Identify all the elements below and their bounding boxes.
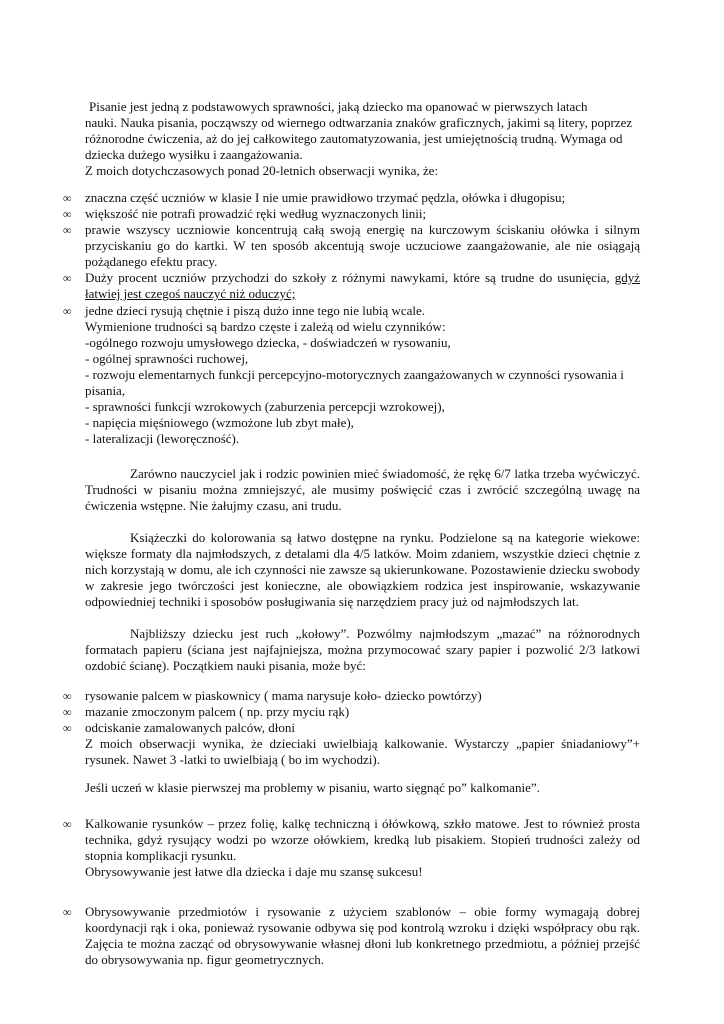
bullet-icon: ∞	[63, 223, 72, 237]
observation-4-text: Duży procent uczniów przychodzi do szkoły z różnymi nawykami, które są trudne do usunięcia,	[85, 270, 615, 285]
activity-2: mazanie zmoczonym palcem ( np. przy myciu rąk)	[85, 704, 350, 719]
bullet-icon: ∞	[63, 304, 72, 318]
bullet-icon: ∞	[63, 271, 72, 285]
activities-note: Z moich obserwacji wynika, że dzieciaki uwielbiają kalkowanie. Wystarczy „papier śniadaniowy”+ rysunek. Nawet 3 -latki to uwielbiają ( bo im wychodzi).	[85, 736, 640, 767]
activity-1: rysowanie palcem w piaskownicy ( mama narysuje koło- dziecko powtórzy)	[85, 688, 482, 703]
bullet-icon: ∞	[63, 207, 72, 221]
observation-5: jedne dzieci rysują chętnie i piszą dużo inne tego nie lubią wcale.	[85, 303, 426, 318]
bullet-icon: ∞	[63, 817, 72, 831]
intro-line-3: różnorodne ćwiczenia, aż do jej całkowitego zautomatyzowania, jest umiejętnością trudną. Wymaga od	[85, 131, 623, 146]
difficulty-6: - lateralizacji (leworęczność).	[85, 431, 240, 446]
outlining-text: Obrysowywanie przedmiotów i rysowanie z użyciem szablonów – obie formy wymagają dobrej koordynacji rąk i oka, ponieważ rysowanie odbywa się pod kontrolą wzroku i dzięki współpracy obu rąk. Zajęcia te można zacząć od obrysowywanie własnej dłoni lub konkretnego przedmiotu, a później przejść do obrysowywania np. figur geometrycznych.	[85, 904, 640, 967]
paragraph-books: Książeczki do kolorowania są łatwo dostępne na rynku. Podzielone są na kategorie wiekowe: większe formaty dla najmłodszych, z detalami dla 4/5 latków. Moim zdaniem, wszystkie dzieci chętnie z nich korzystają w domu, ale ich czynności nie zawsze są ukierunkowane. Pozostawienie dziecku swobody w zakresie jego twórczości jest konieczne, ale obowiązkiem rodzica jest inspirowanie, wskazywanie odpowiedniej techniki i sposobów posługiwania się narzędziem pracy już od najmłodszych lat.	[85, 530, 640, 609]
intro-line-1: Pisanie jest jedną z podstawowych sprawności, jaką dziecko ma opanować w pierwszych latach	[89, 99, 588, 114]
difficulties-intro: Wymienione trudności są bardzo częste i zależą od wielu czynników:	[85, 319, 446, 334]
bullet-icon: ∞	[63, 689, 72, 703]
intro-line-5: Z moich dotychczasowych ponad 20-letnich obserwacji wynika, że:	[85, 163, 439, 178]
intro-line-2: nauki. Nauka pisania, począwszy od wiernego odtwarzania znaków graficznych, jakimi są litery, poprzez	[85, 115, 633, 130]
difficulty-5: - napięcia mięśniowego (wzmożone lub zbyt małe),	[85, 415, 354, 430]
difficulty-3: - rozwoju elementarnych funkcji percepcyjno-motorycznych zaangażowanych w czynności rysowania i pisania,	[85, 367, 624, 398]
difficulty-1: -ogólnego rozwoju umysłowego dziecka, - doświadczeń w rysowaniu,	[85, 335, 451, 350]
observation-4-underlined: gdyż łatwiej jest czegoś nauczyć niż oduczyć;	[85, 270, 640, 301]
difficulty-2: - ogólnej sprawności ruchowej,	[85, 351, 249, 366]
paragraph-teacher: Zarówno nauczyciel jak i rodzic powinien mieć świadomość, że rękę 6/7 latka trzeba wyćwiczyć. Trudności w pisaniu można zmniejszyć, ale musimy poświęcić czas i zwrócić szczególną uwagę na ćwiczenia wstępne. Nie żałujmy czasu, ani trudu.	[85, 466, 640, 513]
paragraph-movement: Najbliższy dziecku jest ruch „kołowy”. Pozwólmy najmłodszym „mazać” na różnorodnych formatach papieru (ściana jest najfajniejsza, można przymocować szary papier i pozwolić 2/3 latkowi ozdobić ścianę). Początkiem nauki pisania, może być:	[85, 626, 640, 673]
bullet-icon: ∞	[63, 705, 72, 719]
observation-1: znaczna część uczniów w klasie I nie umie prawidłowo trzymać pędzla, ołówka i długopisu;	[85, 190, 566, 205]
observation-2: większość nie potrafi prowadzić ręki według wyznaczonych linii;	[85, 206, 427, 221]
bullet-icon: ∞	[63, 191, 72, 205]
observation-4	[85, 270, 640, 302]
question-line: Jeśli uczeń w klasie pierwszej ma problemy w pisaniu, warto sięgnąć po” kalkomanie”.	[85, 780, 540, 795]
bullet-icon: ∞	[63, 905, 72, 919]
difficulty-4: - sprawności funkcji wzrokowych (zaburzenia percepcji wzrokowej),	[85, 399, 445, 414]
activity-3: odciskanie zamalowanych palców, dłoni	[85, 720, 295, 735]
bullet-icon: ∞	[63, 721, 72, 735]
tracing-text: Kalkowanie rysunków – przez folię, kalkę techniczną i ółówkową, szkło matowe. Jest to również prosta technika, gdyż rysujący wodzi po wzorze ołówkiem, kredką lub pisakiem. Stopień trudności zależy od stopnia komplikacji rysunku.	[85, 816, 640, 863]
observation-3: prawie wszyscy uczniowie koncentrują całą swoją energię na kurczowym ściskaniu ołówka i silnym przyciskaniu go do kartki. W ten sposób akcentują swoje uczuciowe zaangażowanie, ale nie osiągają pożądanego efektu pracy.	[85, 222, 640, 269]
intro-line-4: dziecka dużego wysiłku i zaangażowania.	[85, 147, 303, 162]
tracing-follow: Obrysowywanie jest łatwe dla dziecka i daje mu szansę sukcesu!	[85, 864, 423, 879]
